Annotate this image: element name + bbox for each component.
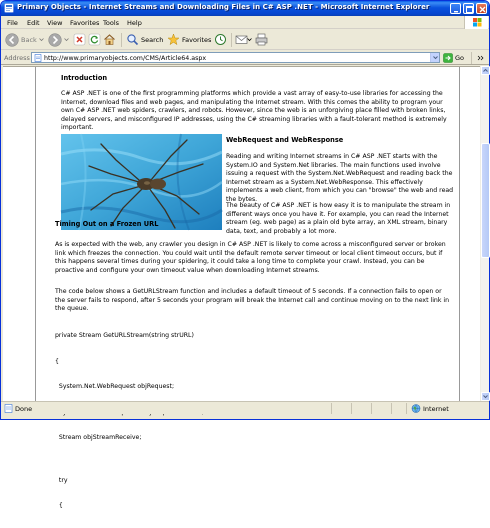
left-border	[35, 67, 36, 402]
address-dropdown-button[interactable]	[430, 53, 439, 62]
status-pane-divider	[406, 403, 407, 414]
intro-heading: Introduction	[61, 74, 108, 82]
scroll-up-button[interactable]	[481, 66, 490, 75]
code-line: private Stream GetURLStream(string strURL)	[55, 332, 194, 339]
code-block	[55, 315, 204, 528]
code-line: Stream objStreamReceive;	[55, 434, 142, 441]
ie-logo-icon	[4, 3, 14, 13]
print-icon[interactable]	[255, 33, 268, 46]
code-line: {	[55, 357, 59, 365]
menu-tools[interactable]: Tools	[103, 19, 120, 27]
address-url[interactable]: http://www.primaryobjects.com/CMS/Article64.aspx	[44, 54, 207, 62]
favorites-star-icon[interactable]	[167, 33, 180, 46]
article	[35, 67, 460, 509]
menu-view[interactable]: View	[47, 19, 63, 27]
scroll-thumb[interactable]	[481, 143, 490, 258]
refresh-icon[interactable]	[88, 33, 101, 46]
code-line: {	[55, 502, 63, 509]
back-dropdown-icon[interactable]	[39, 37, 44, 42]
address-input[interactable]	[31, 52, 440, 63]
vertical-scrollbar[interactable]	[480, 66, 489, 401]
minimize-button[interactable]	[450, 3, 461, 14]
address-label: Address	[4, 54, 30, 62]
security-zone-label: Internet	[423, 404, 449, 413]
status-bar	[1, 401, 489, 414]
chevron-down-icon	[482, 393, 489, 400]
stop-icon[interactable]	[73, 33, 86, 46]
minimize-icon	[452, 5, 461, 14]
back-label[interactable]: Back	[21, 36, 37, 44]
menu-edit[interactable]: Edit	[27, 19, 40, 27]
toolbar-separator	[121, 33, 122, 47]
page-done-icon	[4, 404, 13, 413]
go-button[interactable]: Go	[455, 54, 465, 62]
maximize-icon	[465, 5, 474, 14]
maximize-button[interactable]	[463, 3, 474, 14]
timeout-heading: Timing Out on a Frozen URL	[55, 220, 159, 228]
search-icon[interactable]	[126, 33, 139, 46]
toolbar	[1, 30, 489, 50]
address-bar	[1, 51, 489, 65]
chevron-down-icon	[431, 53, 440, 62]
back-arrow-icon[interactable]	[5, 33, 19, 47]
status-pane-divider	[371, 403, 372, 414]
close-icon	[478, 5, 487, 14]
links-chevron-icon[interactable]	[477, 55, 484, 61]
right-border	[459, 67, 460, 402]
timeout-paragraph: As is expected with the web, any crawler you design in C# ASP .NET is likely to come across a misconfigured server or broken link which freezes the connection. You could wait until the default remote server timeout or local client timeout occurs, but if this happens several times during your spidering, it could take a long time to complete your crawl. Instead, you can be proactive and configure your own timeout value when downloading Internet streams.	[55, 241, 446, 274]
windows-logo-area	[464, 16, 488, 29]
code-line: try	[55, 476, 68, 484]
search-label[interactable]: Search	[141, 36, 164, 44]
menu-favorites[interactable]: Favorites	[70, 19, 100, 27]
status-pane-divider	[391, 403, 392, 414]
history-icon[interactable]	[214, 33, 227, 46]
windows-flag-icon	[465, 16, 489, 29]
links-separator	[471, 52, 472, 64]
status-pane-divider	[351, 403, 352, 414]
webrequest-heading: WebRequest and WebResponse	[226, 136, 344, 144]
scroll-down-button[interactable]	[481, 392, 490, 401]
favorites-label[interactable]: Favorites	[182, 36, 212, 44]
close-button[interactable]	[476, 3, 487, 14]
internet-globe-icon	[411, 404, 421, 413]
menu-bar	[1, 16, 489, 29]
page-icon	[34, 54, 42, 62]
intro-paragraph: C# ASP .NET is one of the first programming platforms which provide a vast array of easy-to-use libraries for accessing the Internet, download files and web pages, and manipulating the Internet stream. With this comes the ability to program your own C# ASP .NET web spiders, crawlers, and robots. However, since the web is an unforgiving place filled with broken links, delayed servers, and misconfigured IP addresses, using the C# streaming libraries with a fault-tolerant method is extremely important.	[61, 90, 447, 131]
status-text: Done	[15, 404, 33, 413]
menu-file[interactable]: File	[7, 19, 18, 27]
status-pane-divider	[331, 403, 332, 414]
webrequest-paragraph: Reading and writing Internet streams in C# ASP .NET starts with the System.IO and System.Net libraries. The main functions used involve issuing a request with the System.Net.WebRequest and reading back the Internet stream as a System.Net.WebResponse. This effectively implements a web client, from which you can "browse" the web and read the bytes.	[226, 153, 454, 203]
chevron-up-icon	[482, 67, 489, 74]
home-icon[interactable]	[103, 33, 116, 46]
code-line: System.Net.WebRequest objRequest;	[55, 383, 175, 390]
beauty-paragraph: The beauty of C# ASP .NET is how easy it is to manipulate the stream in different ways once you have it. For example, you can read the Internet stream (eg. web page) as a plain old byte array, an XML stream, binary data, text, and probably a lot more.	[226, 202, 451, 235]
menu-help[interactable]: Help	[127, 19, 142, 27]
title-bar[interactable]	[1, 1, 489, 16]
toolbar-separator	[231, 33, 232, 47]
mail-dropdown-icon[interactable]	[247, 37, 252, 42]
code-intro-paragraph: The code below shows a GetURLStream function and includes a default timeout of 5 seconds. If a connection fails to open or the server fails to respond, after 5 seconds your program will break the Internet call and continue moving on to the next link in the queue.	[55, 288, 450, 312]
spider-image	[61, 134, 222, 230]
forward-dropdown-icon[interactable]	[64, 37, 69, 42]
forward-arrow-icon[interactable]	[48, 33, 62, 47]
window-title: Primary Objects - Internet Streams and Downloading Files in C# ASP .NET - Microsoft Internet Explorer	[17, 3, 430, 11]
go-arrow-icon[interactable]	[443, 53, 453, 63]
